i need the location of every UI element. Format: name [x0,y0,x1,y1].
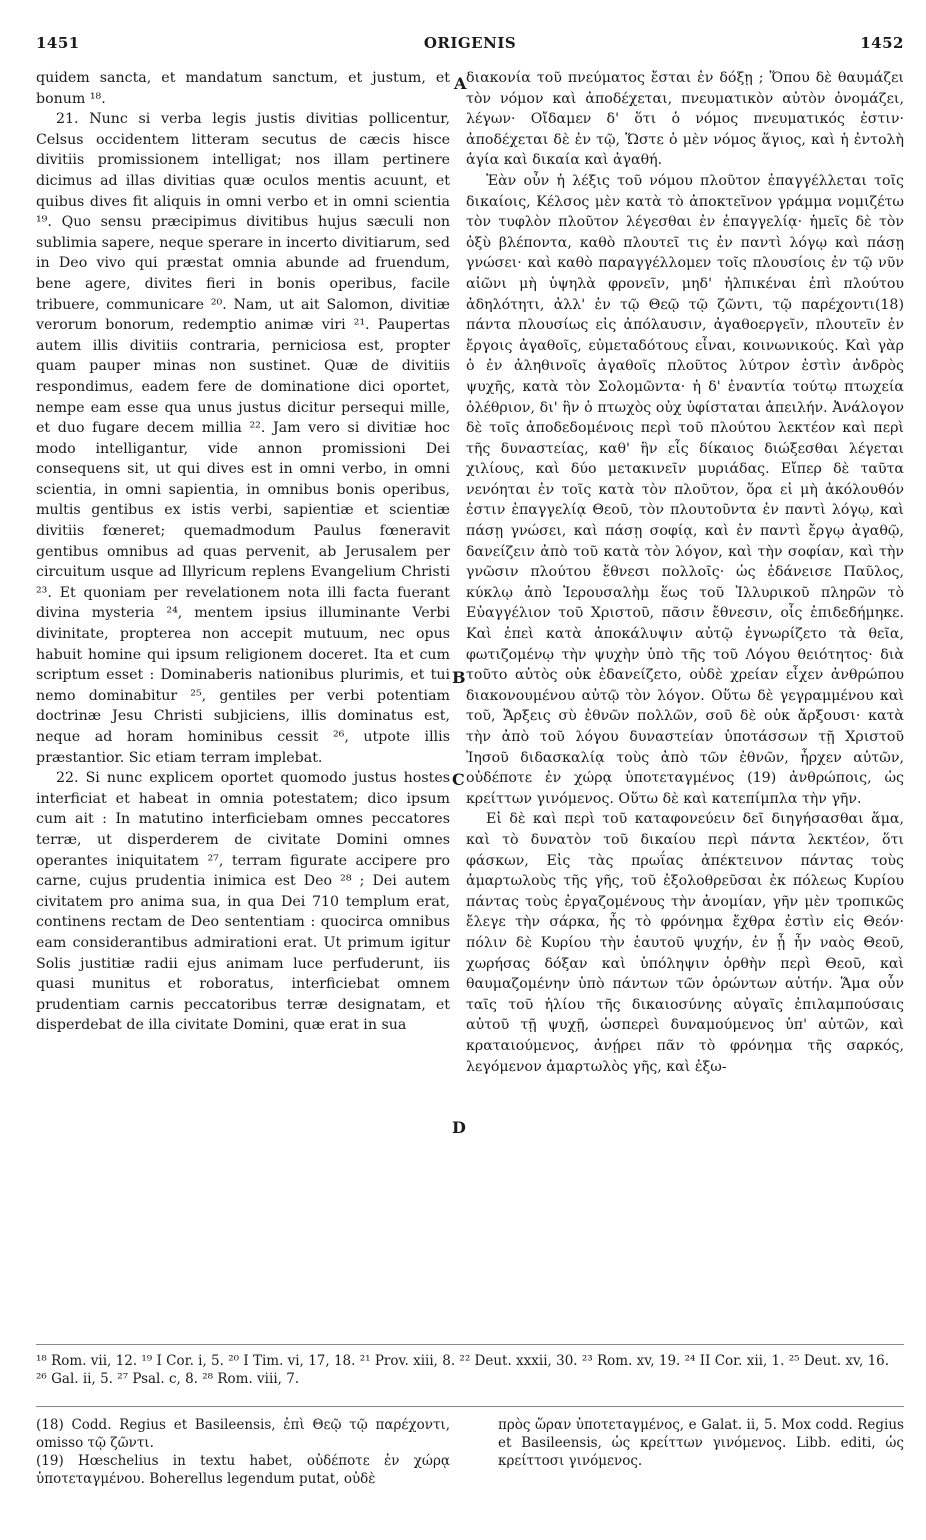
critical-notes-right [498,1416,904,1470]
critical-notes-divider [36,1406,904,1407]
section-marker: D [452,1118,466,1137]
greek-paragraph: διακονία τοῦ πνεύματος ἔσται ἐν δόξῃ ; Ὅπου δὲ θαυμάζει τὸν νόμον καὶ ἀποδέχεται, πνευματικὸν αὐτὸν ὀνομάζει, λέγων· Οἴδαμεν δ' ὅτι ὁ νόμος πνευματικός ἐστιν· ἀποδέχεται δὲ ἐν τῷ, Ὥστε ὁ μὲν νόμος ἅγιος, καὶ ἡ ἐντολὴ ἁγία καὶ δικαία καὶ ἀγαθή. [466,70,904,169]
latin-paragraph: quidem sancta, et mandatum sanctum, et justum, et bonum ¹⁸. [36,70,450,107]
greek-column [466,68,904,1077]
greek-paragraph: Εἰ δὲ καὶ περὶ τοῦ καταφονεύειν δεῖ διηγήσασθαι ἅμα, καὶ τὸ δυνατὸν τοῦ δικαίου περὶ πάντα λεκτέον, ὅτι φάσκων, Εἰς τὰς πρωΐας ἀπέκτεινον πάντας τοὺς ἁμαρτωλοὺς τῆς γῆς, τοῦ ἐξολοθρεῦσαι ἐκ πόλεως Κυρίου πάντας τοὺς ἐργαζομένους τὴν ἀνομίαν, γῆν μὲν τροπικῶς ἔλεγε τὴν σάρκα, ἧς τὸ φρόνημα ἔχθρα ἐστὶν εἰς Θεόν· πόλιν δὲ Κυρίου τὴν ἑαυτοῦ ψυχήν, ἐν ᾗ ἦν ναὸς Θεοῦ, χωρήσας δόξαν καὶ ὑπόληψιν ὀρθὴν περὶ Θεοῦ, καὶ θαυμαζομένην ὑπὸ πάντων τῶν ὁρώντων αὐτήν. Ἅμα οὖν ταῖς τοῦ ἡλίου τῆς δικαιοσύνης αὐγαῖς ἐπιλαμπούσαις αὐτοῦ τῇ ψυχῇ, ὡσπερεὶ δυναμούμενος ὑπ' αὐτῶν, καὶ κραταιούμενος, ἀνῄρει πᾶν τὸ φρόνημα τῆς σαρκός, λεγόμενον ἁμαρτωλὸς γῆς, καὶ ἐξω- [466,811,904,1075]
greek-paragraph: Ἐὰν οὖν ἡ λέξις τοῦ νόμου πλοῦτον ἐπαγγέλλεται τοῖς δικαίοις, Κέλσος μὲν κατὰ τὸ ἀποκτεῖνον γράμμα νομιζέτω τὸν τυφλὸν πλοῦτον λέγεσθαι ἐν ἐπαγγελίᾳ· ἡμεῖς δὲ τὸν ὀξὺ βλέποντα, καθὸ πλουτεῖ τις ἐν παντὶ λόγῳ καὶ πάσῃ γνώσει· καὶ καθὸ παραγγέλλομεν τοῖς πλουσίοις ἐν τῷ νῦν αἰῶνι μὴ ὑψηλὰ φρονεῖν, μηδ' ἠλπικέναι ἐπὶ πλούτου ἀδηλότητι, ἀλλ' ἐν τῷ Θεῷ τῷ ζῶντι, τῷ παρέχοντι(18) πάντα πλουσίως εἰς ἀπόλαυσιν, ἀγαθοεργεῖν, πλουτεῖν ἐν ἔργοις ἀγαθοῖς, εὐμεταδότους εἶναι, κοινωνικούς. Καὶ γὰρ ὁ ἐν ἀληθινοῖς ἀγαθοῖς πλοῦτος λύτρον ἐστὶν ἀνδρὸς ψυχῆς, κατὰ τὸν Σολομῶντα· ἡ δ' ἐναντία τούτῳ πτωχεία ὀλέθριον, δι' ἣν ὁ πτωχὸς οὐχ ὑφίσταται ἀπειλήν. Ἀνάλογον δὲ τοῖς ἀποδεδομένοις περὶ τοῦ πλούτου λεκτέον καὶ περὶ τῆς δυναστείας, καθ' ἣν εἷς δίκαιος διώξεσθαι λέγεται χιλίους, καὶ δύο μετακινεῖν μυριάδας. Εἴπερ δὲ ταῦτα νενόηται ἐν τοῖς κατὰ τὸν πλοῦτον, ὅρα εἰ μὴ ἀκόλουθόν ἐστιν ἐπαγγελίᾳ Θεοῦ, τὸν πλουτοῦντα ἐν παντὶ λόγῳ, καὶ πάσῃ γνώσει, καὶ πάσῃ σοφίᾳ, καὶ ἐν παντὶ ἔργῳ ἀγαθῷ, δανείζειν ἀπὸ τοῦ κατὰ τὸν λόγον, καὶ τὴν σοφίαν, καὶ τὴν γνῶσιν πλούτου ἔθνεσι πολλοῖς· ὡς ἐδάνεισε Παῦλος, κύκλῳ ἀπὸ Ἱερουσαλὴμ ἕως τοῦ Ἰλλυρικοῦ πληρῶν τὸ Εὐαγγέλιον τοῦ Χριστοῦ, πᾶσιν ἔθνεσιν, οἷς ἐπιδεδήμηκε. Καὶ ἐπεὶ κατὰ ἀποκάλυψιν αὐτῷ ἐγνωρίζετο τὰ θεῖα, φωτιζομένῳ τὴν ψυχὴν ὑπὸ τῆς τοῦ Λόγου θειότητος· διὰ τοῦτο αὐτὸς οὐκ ἐδανείζετο, οὐδὲ χρείαν εἶχεν ἀνθρώπου διακονουμένου αὐτῷ τὸν λόγον. Οὕτω δὲ γεγραμμένου καὶ τοῦ, Ἄρξεις σὺ ἐθνῶν πολλῶν, σοῦ δὲ οὐκ ἄρξουσι· κατὰ τὴν ἀπὸ τοῦ λόγου δυναστείαν ὑποτάσσων τῇ Χριστοῦ Ἰησοῦ διδασκαλίᾳ τοὺς ἀπὸ τῶν ἐθνῶν, ἦρχεν αὐτῶν, οὐδέποτε ἐν χώρᾳ ὑποτεταγμένος (19) ἀνθρώποις, ὡς κρείττων γινόμενος. Οὕτω δὲ καὶ κατεπίμπλα τὴν γῆν. [466,172,904,807]
section-marker: C [452,770,465,789]
critical-note: (18) Codd. Regius et Basileensis, ἐπὶ Θεῷ τῷ παρέχοντι, omisso τῷ ζῶντι. [36,1417,450,1451]
critical-notes-left [36,1416,450,1488]
running-title: ORIGENIS [423,34,517,52]
scripture-footnotes: ¹⁸ Rom. vii, 12. ¹⁹ I Cor. i, 5. ²⁰ I Tim. vi, 17, 18. ²¹ Prov. xiii, 8. ²² Deut. xxxii, 30. ²³ Rom. xv, 19. ²⁴ II Cor. xii, 1. ²⁵ Deut. xv, 16. ²⁶ Gal. ii, 5. ²⁷ Psal. c, 8. ²⁸ Rom. viii, 7. [36,1353,890,1387]
latin-paragraph: 22. Si nunc explicem oportet quomodo justus hostes interficiat et habeat in omnia potestatem; dico ipsum cum ait : In matutino interficiebam omnes peccatores terræ, ut disperderem de civitate Domini omnes operantes iniquitatem ²⁷, terram figurate accipere pro carne, cujus prudentia inimica est Deo ²⁸ ; Dei autem civitatem pro anima sua, in qua Dei 710 templum erat, continens rectam de Deo sententiam : quocirca omnibus eam considerantibus admirationi erat. Ut primum igitur Solis justitiæ radii ejus animam luce perfuderunt, iis quasi munitus et roboratus, interficiebat omnem prudentiam carnis peccatoribus terræ designatam, et disperdebat de illa civitate Domini, quæ erat in sua [36,770,450,1034]
section-marker: A [454,74,467,93]
latin-paragraph: 21. Nunc si verba legis justis divitias pollicentur, Celsus occidentem litteram secutus de cæcis hisce divitiis promissionem intelligat; nos illam pertinere dicimus ad illas divitias quæ oculos mentis acuunt, et quibus dives fit aliquis in omni verbo et in omni scientia ¹⁹. Quo sensu præcipimus divitibus hujus sæculi non sublimia sapere, neque sperare in incerto divitiarum, sed in Deo vivo qui præstat omnia abunde ad fruendum, bene agere, divites fieri in bonis operibus, facile tribuere, communicare ²⁰. Nam, ut ait Salomon, divitiæ verorum bonorum, redemptio animæ viri ²¹. Paupertas autem illis divitiis contraria, perniciosa est, propter quam pauper minas non sustinet. Quæ de divitiis respondimus, eadem fere de dominatione dici oportet, nempe eam esse qua unus justus dicitur persequi mille, et duo fugare decem millia ²². Jam vero si divitiæ hoc modo intelligantur, vide annon promissioni Dei consequens sit, ut qui dives est in omni verbo, in omni scientia, in omni sapientia, in omnibus bonis operibus, multis gentibus ex istis verbi, sapientiæ et scientiæ divitiis fœneret; quemadmodum Paulus fœneravit gentibus omnibus ad quas pervenit, ab Jerusalem per circuitum usque ad Illyricum replens Evangelium Christi ²³. Et quoniam per revelationem nota illi facta fuerant divina mysteria ²⁴, mentem ipsius illuminante Verbi divinitate, propterea non accepit mutuum, nec opus habuit homine qui ipsum religionem doceret. Ita et cum scriptum esset : Dominaberis nationibus plurimis, et tui nemo dominabitur ²⁵, gentiles per verbi potentiam doctrinæ Jesu Christi subjiciens, illis dominatus est, neque ad horam hominibus cessit ²⁶, utpote illis præstantior. Sic etiam terram implebat. [36,111,450,766]
page-number-right: 1452 [860,34,904,52]
critical-note: (19) Hœschelius in textu habet, οὐδέποτε ἐν χώρᾳ ὑποτεταγμένου. Boherellus legendum putat, οὐδὲ [36,1453,450,1487]
critical-note: πρὸς ὥραν ὑποτεταγμένος, e Galat. ii, 5. Mox codd. Regius et Basileensis, ὡς κρείττων γινόμενος. Libb. editi, ὡς κρείττοσι γινόμενος. [498,1417,904,1469]
footnote-divider [36,1344,904,1345]
page-header [36,34,904,58]
page-number-left: 1451 [36,34,80,52]
section-marker: B [452,668,466,687]
latin-column [36,68,450,1036]
